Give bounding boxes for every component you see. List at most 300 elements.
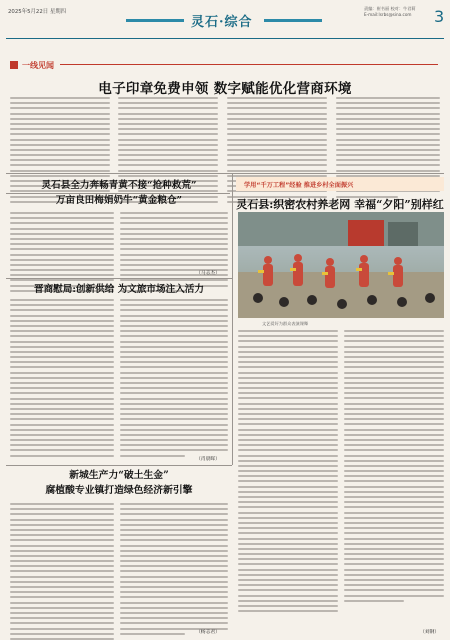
text-line — [120, 429, 228, 431]
text-line — [118, 107, 218, 109]
text-line — [238, 610, 338, 612]
text-line — [10, 534, 114, 536]
text-line — [10, 392, 114, 394]
text-line — [238, 563, 338, 565]
text-line — [227, 123, 327, 125]
text-line — [227, 164, 327, 166]
text-line — [120, 387, 228, 389]
text-line — [10, 107, 110, 109]
text-line — [10, 346, 114, 348]
text-line — [120, 596, 228, 598]
text-line — [344, 408, 444, 410]
text-line — [10, 622, 114, 624]
text-line — [238, 506, 338, 508]
text-line — [336, 170, 440, 172]
text-line — [238, 595, 338, 597]
text-line — [10, 259, 114, 261]
text-line — [10, 154, 110, 156]
text-line — [336, 97, 440, 99]
text-line — [10, 455, 114, 457]
text-line — [336, 139, 440, 141]
text-line — [336, 159, 440, 161]
text-line — [120, 617, 228, 619]
text-line — [120, 591, 228, 593]
text-line — [344, 522, 444, 524]
text-line — [120, 320, 228, 322]
text-line — [10, 330, 114, 332]
text-line — [10, 309, 114, 311]
text-line — [344, 387, 444, 389]
text-line — [10, 382, 114, 384]
text-line — [10, 581, 114, 583]
text-line — [120, 550, 228, 552]
text-line — [120, 508, 228, 510]
text-line — [227, 159, 327, 161]
text-line — [120, 259, 228, 261]
text-line — [344, 538, 444, 540]
text-line — [344, 372, 444, 374]
text-line — [10, 243, 114, 245]
text-line — [120, 519, 228, 521]
text-line — [238, 372, 338, 374]
text-line — [238, 382, 338, 384]
text-line — [10, 228, 114, 230]
header-rule — [6, 38, 444, 39]
text-line — [10, 403, 114, 405]
text-line — [238, 465, 338, 467]
text-line — [10, 550, 114, 552]
text-line — [344, 486, 444, 488]
text-line — [344, 460, 444, 462]
text-line — [118, 97, 218, 99]
photo-caption: 文艺爱好为群众表演课舞 — [262, 321, 309, 326]
text-line — [344, 330, 444, 332]
feature-photo — [238, 212, 444, 318]
text-line — [120, 581, 228, 583]
industry-headline — [8, 468, 230, 498]
feature-headline: 灵石县:织密农村养老网 幸福“夕阳”别样红 — [236, 198, 444, 211]
text-line — [238, 501, 338, 503]
text-line — [238, 574, 338, 576]
text-line — [10, 315, 114, 317]
text-line — [120, 335, 228, 337]
text-line — [118, 113, 218, 115]
text-line — [227, 170, 327, 172]
column-divider — [232, 173, 233, 465]
text-line — [10, 248, 114, 250]
text-line — [10, 429, 114, 431]
text-line — [120, 570, 228, 572]
text-line — [120, 560, 228, 562]
text-line — [10, 366, 114, 368]
text-line — [10, 418, 114, 420]
text-line — [120, 212, 228, 214]
industry-headline-line1: 新城生产力“破土生金” — [69, 470, 169, 481]
text-line — [344, 579, 444, 581]
text-line — [120, 309, 228, 311]
text-line — [238, 377, 338, 379]
text-line — [10, 607, 114, 609]
text-line — [227, 139, 327, 141]
text-line — [238, 496, 338, 498]
text-line — [120, 565, 228, 567]
text-line — [238, 517, 338, 519]
text-line — [10, 170, 110, 172]
text-line — [118, 149, 218, 151]
text-line — [344, 527, 444, 529]
editor-contact — [364, 6, 416, 18]
text-line — [344, 569, 444, 571]
main-headline: 电子印章免费申领 数字赋能优化营商环境 — [98, 81, 352, 97]
text-line — [344, 340, 444, 342]
text-line — [344, 600, 404, 602]
text-line — [238, 361, 338, 363]
text-line — [118, 102, 218, 104]
text-line — [227, 113, 327, 115]
section-kicker: 一线见闻 — [22, 61, 54, 70]
text-line — [118, 118, 218, 120]
text-line — [120, 372, 228, 374]
text-line — [10, 222, 114, 224]
dance-performance-image — [238, 212, 444, 318]
industry-headline-line2: 腐植酸专业镇打造绿色经济新引擎 — [45, 485, 193, 496]
text-line — [120, 341, 228, 343]
text-line — [344, 423, 444, 425]
text-line — [10, 159, 110, 161]
text-line — [10, 274, 114, 276]
industry-byline: （杨志君） — [196, 630, 220, 635]
text-line — [10, 175, 110, 177]
text-line — [344, 418, 444, 420]
text-line — [10, 299, 114, 301]
text-line — [238, 356, 338, 358]
text-line — [238, 475, 338, 477]
text-line — [238, 449, 338, 451]
text-line — [344, 506, 444, 508]
text-line — [344, 382, 444, 384]
text-line — [120, 351, 228, 353]
text-line — [238, 532, 338, 534]
text-line — [344, 444, 444, 446]
text-line — [344, 429, 444, 431]
text-line — [344, 574, 444, 576]
text-line — [10, 164, 110, 166]
text-line — [238, 548, 338, 550]
text-line — [120, 529, 228, 531]
text-line — [238, 418, 338, 420]
text-line — [227, 133, 327, 135]
text-line — [118, 123, 218, 125]
text-line — [238, 423, 338, 425]
text-line — [10, 570, 114, 572]
text-line — [10, 612, 114, 614]
text-line — [227, 128, 327, 130]
text-line — [10, 356, 114, 358]
text-line — [344, 397, 444, 399]
text-line — [238, 335, 338, 337]
text-line — [10, 217, 114, 219]
text-line — [118, 170, 218, 172]
text-line — [10, 361, 114, 363]
text-line — [238, 569, 338, 571]
text-line — [344, 439, 444, 441]
text-line — [344, 543, 444, 545]
text-line — [120, 217, 228, 219]
text-line — [120, 413, 228, 415]
text-line — [336, 118, 440, 120]
text-line — [344, 512, 444, 514]
text-line — [10, 341, 114, 343]
text-line — [344, 589, 444, 591]
text-line — [238, 605, 338, 607]
issue-date: 2025年5月22日 星期四 — [8, 9, 67, 15]
text-line — [120, 299, 228, 301]
text-line — [120, 233, 228, 235]
text-line — [344, 563, 444, 565]
text-line — [118, 144, 218, 146]
text-line — [238, 455, 338, 457]
text-line — [120, 315, 228, 317]
text-line — [238, 470, 338, 472]
text-line — [344, 434, 444, 436]
divider — [6, 278, 232, 279]
text-line — [344, 361, 444, 363]
text-line — [120, 264, 228, 266]
jinwei-byline: （肖晨晖） — [196, 457, 220, 462]
text-line — [238, 434, 338, 436]
page-number: 3 — [434, 7, 445, 26]
feature-col-2 — [344, 330, 444, 605]
text-line — [120, 633, 185, 635]
text-line — [10, 139, 110, 141]
text-line — [10, 102, 110, 104]
harvest-byline: （马志杰） — [196, 271, 220, 276]
text-line — [238, 486, 338, 488]
text-line — [344, 558, 444, 560]
text-line — [10, 529, 114, 531]
text-line — [118, 175, 218, 177]
text-line — [238, 491, 338, 493]
text-line — [238, 600, 338, 602]
text-line — [344, 465, 444, 467]
text-line — [120, 346, 228, 348]
text-line — [10, 264, 114, 266]
text-line — [10, 408, 114, 410]
text-line — [227, 154, 327, 156]
text-line — [227, 102, 327, 104]
text-line — [238, 346, 338, 348]
text-line — [238, 403, 338, 405]
kicker-rule — [60, 64, 438, 65]
text-line — [10, 503, 114, 505]
text-line — [120, 503, 228, 505]
text-line — [344, 455, 444, 457]
text-line — [336, 154, 440, 156]
harvest-headline-line2: 万亩良田梅娟奶牛“黄金粮仓” — [55, 195, 183, 206]
text-line — [238, 460, 338, 462]
text-line — [336, 144, 440, 146]
text-line — [336, 164, 440, 166]
section-title: 灵石·综合 — [191, 15, 253, 30]
text-line — [344, 392, 444, 394]
text-line — [336, 102, 440, 104]
text-line — [10, 434, 114, 436]
text-line — [120, 555, 228, 557]
text-line — [120, 403, 228, 405]
text-line — [120, 524, 228, 526]
masthead — [6, 3, 444, 39]
jinwei-col-2 — [120, 299, 228, 460]
text-line — [10, 560, 114, 562]
text-line — [344, 501, 444, 503]
text-line — [118, 164, 218, 166]
text-line — [120, 602, 228, 604]
text-line — [118, 159, 218, 161]
text-line — [120, 304, 228, 306]
text-line — [238, 397, 338, 399]
text-line — [336, 128, 440, 130]
text-line — [344, 377, 444, 379]
text-line — [336, 149, 440, 151]
text-line — [120, 424, 228, 426]
kicker-marker — [10, 61, 18, 69]
text-line — [10, 351, 114, 353]
text-line — [118, 128, 218, 130]
text-line — [10, 628, 114, 630]
text-line — [120, 586, 228, 588]
divider — [6, 173, 444, 174]
text-line — [227, 97, 327, 99]
text-line — [120, 392, 228, 394]
text-line — [10, 617, 114, 619]
text-line — [10, 233, 114, 235]
text-line — [120, 418, 228, 420]
text-line — [10, 444, 114, 446]
text-line — [120, 238, 228, 240]
text-line — [344, 351, 444, 353]
text-line — [120, 434, 228, 436]
text-line — [10, 113, 110, 115]
text-line — [10, 372, 114, 374]
text-line — [120, 622, 228, 624]
text-line — [10, 439, 114, 441]
text-line — [120, 612, 228, 614]
text-line — [238, 553, 338, 555]
text-line — [238, 387, 338, 389]
text-line — [120, 539, 228, 541]
title-decoration-right — [264, 19, 322, 22]
text-line — [10, 545, 114, 547]
text-line — [120, 222, 228, 224]
text-line — [120, 325, 228, 327]
text-line — [336, 113, 440, 115]
text-line — [120, 366, 228, 368]
text-line — [120, 377, 228, 379]
text-line — [344, 470, 444, 472]
title-decoration-left — [126, 19, 184, 22]
text-line — [10, 539, 114, 541]
text-line — [344, 335, 444, 337]
text-line — [10, 555, 114, 557]
text-line — [10, 144, 110, 146]
editor-line: 责编：崔书丽 校对：牛君莉 — [364, 6, 416, 11]
text-line — [238, 522, 338, 524]
text-line — [120, 534, 228, 536]
text-line — [10, 633, 114, 635]
harvest-headline — [8, 178, 230, 208]
text-line — [120, 361, 228, 363]
industry-col-1 — [10, 503, 114, 640]
text-line — [10, 387, 114, 389]
text-line — [344, 532, 444, 534]
text-line — [10, 304, 114, 306]
feature-col-1 — [238, 330, 338, 615]
text-line — [238, 480, 338, 482]
text-line — [10, 596, 114, 598]
feature-banner-text: 学用“千万工程”经验 推进乡村全面振兴 — [244, 182, 354, 189]
text-line — [10, 524, 114, 526]
text-line — [344, 491, 444, 493]
text-line — [238, 413, 338, 415]
text-line — [344, 449, 444, 451]
text-line — [10, 586, 114, 588]
text-line — [344, 584, 444, 586]
text-line — [10, 576, 114, 578]
text-line — [344, 366, 444, 368]
text-line — [238, 527, 338, 529]
text-line — [238, 589, 338, 591]
text-line — [344, 517, 444, 519]
text-line — [238, 558, 338, 560]
text-line — [10, 128, 110, 130]
text-line — [227, 149, 327, 151]
text-line — [10, 118, 110, 120]
harvest-headline-line1: 灵石县全力奔畅青黄不接“抢种救荒” — [41, 180, 197, 191]
text-line — [344, 496, 444, 498]
text-line — [120, 449, 228, 451]
text-line — [120, 228, 228, 230]
text-line — [10, 602, 114, 604]
text-line — [10, 133, 110, 135]
text-line — [120, 382, 228, 384]
text-line — [238, 429, 338, 431]
text-line — [10, 377, 114, 379]
text-line — [120, 455, 185, 457]
text-line — [120, 439, 228, 441]
text-line — [344, 553, 444, 555]
text-line — [344, 475, 444, 477]
text-line — [118, 154, 218, 156]
text-line — [120, 398, 228, 400]
divider — [6, 465, 232, 466]
text-line — [120, 330, 228, 332]
jinwei-col-1 — [10, 299, 114, 460]
text-line — [10, 519, 114, 521]
text-line — [10, 591, 114, 593]
text-line — [120, 444, 228, 446]
text-line — [344, 480, 444, 482]
text-line — [10, 254, 114, 256]
text-line — [10, 413, 114, 415]
text-line — [227, 107, 327, 109]
text-line — [10, 513, 114, 515]
text-line — [238, 512, 338, 514]
jinwei-headline: 晋商慰局:创新供给 为文旅市场注入活力 — [34, 284, 204, 295]
text-line — [118, 139, 218, 141]
text-line — [120, 243, 228, 245]
text-line — [120, 408, 228, 410]
text-line — [238, 366, 338, 368]
